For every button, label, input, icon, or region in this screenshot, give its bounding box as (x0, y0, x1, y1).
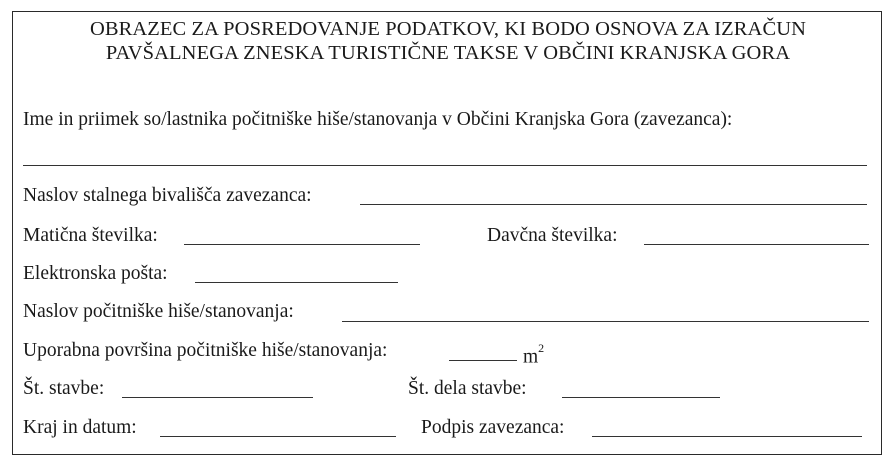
unit-exponent: 2 (538, 341, 545, 355)
square-meter-unit (523, 339, 544, 370)
form-title-line-2: PAVŠALNEGA ZNESKA TURISTIČNE TAKSE V OBČINI KRANJSKA GORA (105, 42, 791, 64)
usable-area-label: Uporabna površina počitniške hiše/stanovanja: (23, 340, 388, 361)
place-and-date-field[interactable] (160, 436, 396, 437)
owner-name-label: Ime in priimek so/lastnika počitniške hiše/stanovanja v Občini Kranjska Gora (zavezanca): (23, 109, 733, 130)
registration-number-label: Matična številka: (23, 225, 158, 246)
holiday-home-address-field[interactable] (342, 321, 869, 322)
permanent-address-label: Naslov stalnega bivališča zavezanca: (23, 185, 312, 206)
registration-number-field[interactable] (184, 244, 420, 245)
signature-field[interactable] (592, 436, 862, 437)
holiday-home-address-label: Naslov počitniške hiše/stanovanja: (23, 301, 294, 322)
place-and-date-label: Kraj in datum: (23, 417, 137, 438)
tax-number-label: Davčna številka: (487, 225, 618, 246)
building-number-field[interactable] (122, 397, 313, 398)
form-title-line-1: OBRAZEC ZA POSREDOVANJE PODATKOV, KI BODO OSNOVA ZA IZRAČUN (89, 18, 807, 40)
signature-label: Podpis zavezanca: (421, 417, 565, 438)
email-field[interactable] (195, 282, 398, 283)
building-number-label: Št. stavbe: (23, 378, 105, 399)
email-label: Elektronska pošta: (23, 263, 168, 284)
usable-area-field[interactable] (449, 360, 517, 361)
building-part-number-field[interactable] (562, 397, 720, 398)
building-part-number-label: Št. dela stavbe: (408, 378, 527, 399)
tax-number-field[interactable] (644, 244, 869, 245)
unit-base: m (523, 346, 539, 368)
permanent-address-field[interactable] (360, 204, 867, 205)
owner-name-field[interactable] (23, 165, 867, 166)
